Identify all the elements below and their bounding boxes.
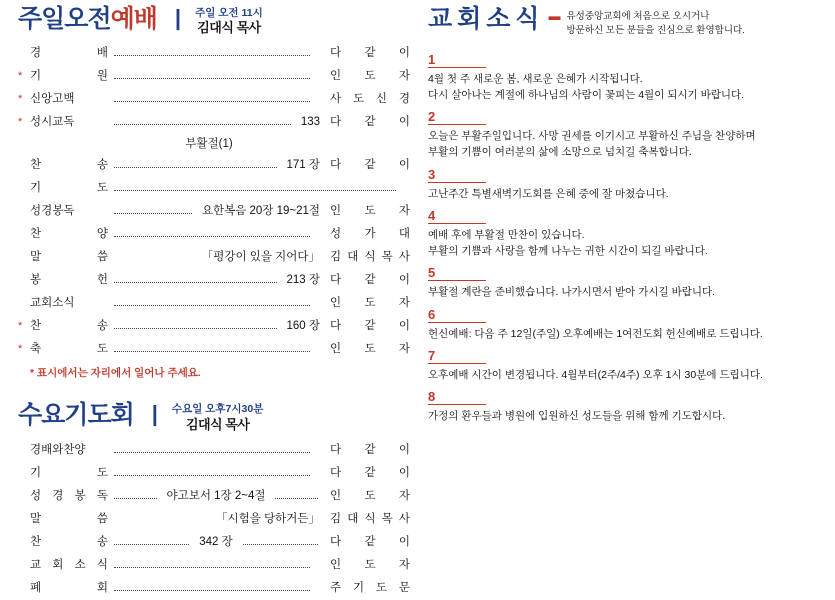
order-row <box>18 462 410 485</box>
news-number: 1 <box>428 52 486 68</box>
news-number: 3 <box>428 167 486 183</box>
row-mid: 160 장 <box>286 320 320 333</box>
row-mid: 「시험을 당하거든」 <box>216 512 320 525</box>
row-leader: 김 대 식 목 사 <box>330 251 410 264</box>
welcome-message <box>548 6 744 39</box>
wednesday-service-pastor: 김대식 목사 <box>185 416 250 432</box>
row-leader: 다 같 이 <box>330 535 410 548</box>
row-item: 폐 회 <box>30 581 108 594</box>
row-leader: 인 도 자 <box>330 205 410 218</box>
order-row <box>18 42 410 65</box>
row-dots <box>114 249 192 260</box>
order-row <box>18 508 410 531</box>
row-dots <box>114 341 310 352</box>
row-dots <box>114 511 206 522</box>
news-number: 6 <box>428 307 486 323</box>
left-column <box>0 0 420 594</box>
row-dots <box>114 442 310 453</box>
row-item: 말 씀 <box>30 512 108 525</box>
sunday-service-time: 주일 오전 11시 <box>195 7 263 19</box>
row-item: 말 씀 <box>30 251 108 264</box>
wednesday-service-title: 수요기도회 <box>18 401 134 430</box>
news-item <box>428 264 821 300</box>
order-row <box>18 315 410 338</box>
row-item: 성경봉독 <box>30 205 75 218</box>
news-number: 5 <box>428 265 486 281</box>
row-item: 경 배 <box>30 47 108 60</box>
order-row <box>18 577 410 600</box>
news-item <box>428 347 821 383</box>
row-item: 교 회 소 식 <box>30 558 108 571</box>
row-star: * <box>18 93 23 106</box>
order-row <box>18 554 410 577</box>
row-leader: 주 기 도 문 <box>330 581 410 594</box>
row-leader: 사 도 신 경 <box>330 93 410 106</box>
order-row <box>18 200 410 223</box>
row-leader: 인 도 자 <box>330 489 410 502</box>
order-row <box>18 177 410 200</box>
news-header <box>428 6 821 39</box>
row-dots <box>114 203 192 214</box>
row-leader: 김 대 식 목 사 <box>330 512 410 525</box>
row-dots <box>114 91 310 102</box>
sunday-title-main: 주일오전 <box>18 5 111 33</box>
news-number: 7 <box>428 348 486 364</box>
row-item: 기 도 <box>30 182 108 195</box>
row-dots <box>114 465 310 476</box>
row-dots <box>114 295 310 306</box>
news-item <box>428 51 821 104</box>
row-item: 찬 송 <box>30 159 108 172</box>
order-row <box>18 111 410 134</box>
news-number: 4 <box>428 208 486 224</box>
row-star: * <box>18 343 23 356</box>
row-mid: 342 장 <box>199 535 233 548</box>
row-dots <box>114 534 189 545</box>
news-item <box>428 306 821 342</box>
row-dots <box>114 580 310 591</box>
row-item: 성시교독 <box>30 116 75 129</box>
row-item: 경배와찬양 <box>30 443 86 456</box>
row-dots <box>114 318 277 329</box>
news-text: 오후예배 시간이 변경됩니다. 4월부터(2주/4주) 오후 1시 30분에 드립니다. <box>428 368 763 381</box>
news-list <box>428 51 821 425</box>
news-number: 2 <box>428 109 486 125</box>
row-mid: 171 장 <box>286 159 320 172</box>
row-dots <box>114 557 310 568</box>
order-row <box>18 292 410 315</box>
row-star: * <box>18 320 23 333</box>
order-row <box>18 485 410 508</box>
wednesday-service-header <box>18 402 410 432</box>
sunday-title-divider: | <box>174 5 182 30</box>
row-dots <box>114 45 310 56</box>
dash-icon: ▬ <box>548 9 561 23</box>
row-dots <box>114 226 310 237</box>
row-leader: 다 같 이 <box>330 159 410 172</box>
news-text: 부활의 기쁨과 사랑을 함께 나누는 귀한 시간이 되길 바랍니다. <box>428 245 708 258</box>
order-row <box>18 531 410 554</box>
row-item: 성 경 봉 독 <box>30 489 108 502</box>
wednesday-order-of-service <box>18 439 410 600</box>
sunday-service-title <box>18 6 157 34</box>
row-dots <box>114 114 291 125</box>
sunday-service-header <box>18 6 410 36</box>
news-item <box>428 207 821 260</box>
news-title: 교 회 소 식 <box>428 5 539 33</box>
row-item: 기 도 <box>30 466 108 479</box>
news-text: 부활의 기쁨이 여러분의 삶에 소망으로 넘치길 축복합니다. <box>428 146 692 159</box>
wednesday-title-divider: | <box>151 401 158 427</box>
row-item: 교회소식 <box>30 297 75 310</box>
row-mid: 213 장 <box>286 274 320 287</box>
right-column <box>420 0 835 590</box>
sunday-title-accent: 예배 <box>110 5 157 33</box>
row-dots-2 <box>275 488 318 499</box>
news-text: 고난주간 특별새벽기도회를 은혜 중에 잘 마쳤습니다. <box>428 187 669 200</box>
row-leader: 인 도 자 <box>330 558 410 571</box>
news-item <box>428 166 821 202</box>
row-mid: 요한복음 20장 19~21절 <box>201 205 320 218</box>
sunday-service-pastor: 김대식 목사 <box>197 20 261 36</box>
row-dots <box>114 272 277 283</box>
row-item: 기 원 <box>30 70 108 83</box>
order-row <box>18 246 410 269</box>
order-row <box>18 338 410 361</box>
welcome-line-2: 방문하신 모든 분들을 진심으로 환영합니다. <box>566 25 745 37</box>
row-leader: 다 같 이 <box>330 47 410 60</box>
standing-note: * 표시에서는 자리에서 일어나 주세요. <box>30 367 201 380</box>
welcome-line-1: 유성중앙교회에 처음으로 오시거나 <box>566 11 710 22</box>
row-item: 신앙고백 <box>30 93 75 106</box>
row-dots-2 <box>243 534 318 545</box>
wednesday-service-meta <box>172 402 263 432</box>
news-text: 예배 후에 부활절 만찬이 있습니다. <box>428 228 585 241</box>
row-leader: 인 도 자 <box>330 297 410 310</box>
row-leader: 성 가 대 <box>330 228 410 241</box>
row-item: 찬 송 <box>30 535 108 548</box>
news-text: 다시 살아나는 계절에 하나님의 사람이 꽃피는 4월이 되시기 바랍니다. <box>428 88 745 101</box>
row-leader: 다 같 이 <box>330 320 410 333</box>
news-item <box>428 388 821 424</box>
order-row <box>18 65 410 88</box>
row-dots <box>114 488 157 499</box>
row-mid: 「평강이 있을 지어다」 <box>201 251 320 264</box>
row-item: 찬 송 <box>30 320 108 333</box>
row-star: * <box>18 116 23 129</box>
order-row <box>18 154 410 177</box>
order-row <box>18 439 410 462</box>
news-text: 가정의 환우들과 병원에 입원하신 성도들을 위해 함께 기도합시다. <box>428 410 726 423</box>
row-star: * <box>18 70 23 83</box>
responsive-reading-caption: 부활절(1) <box>185 138 233 151</box>
row-leader: 다 같 이 <box>330 274 410 287</box>
news-text: 4월 첫 주 새로운 봄, 새로운 은혜가 시작됩니다. <box>428 72 643 85</box>
row-leader: 다 같 이 <box>330 443 410 456</box>
row-item: 찬 양 <box>30 228 108 241</box>
wednesday-service-time: 수요일 오후7시30분 <box>171 403 264 416</box>
order-row <box>18 88 410 111</box>
row-mid: 야고보서 1장 2~4절 <box>166 489 266 502</box>
row-mid: 133 <box>300 116 320 129</box>
row-leader: 인 도 자 <box>330 343 410 356</box>
row-leader: 다 같 이 <box>330 116 410 129</box>
news-text: 부활절 계란을 준비했습니다. 나가시면서 받아 가시길 바랍니다. <box>428 286 716 299</box>
news-text: 오늘은 부활주일입니다. 사망 권세를 이기시고 부활하신 주님을 찬양하며 <box>428 130 756 143</box>
news-item <box>428 108 821 161</box>
sunday-service-meta <box>195 6 263 36</box>
news-number: 8 <box>428 389 486 405</box>
row-leader: 다 같 이 <box>330 466 410 479</box>
row-leader: 인 도 자 <box>330 70 410 83</box>
row-dots <box>114 68 310 79</box>
row-item: 봉 헌 <box>30 274 108 287</box>
sunday-order-of-service <box>18 42 410 380</box>
news-text: 헌신예배: 다음 주 12일(주일) 오후예배는 1여전도회 헌신예배로 드립니다. <box>428 327 763 340</box>
order-row <box>18 269 410 292</box>
row-dots <box>114 157 277 168</box>
row-dots <box>114 180 396 191</box>
order-row <box>18 223 410 246</box>
row-item: 축 도 <box>30 343 108 356</box>
